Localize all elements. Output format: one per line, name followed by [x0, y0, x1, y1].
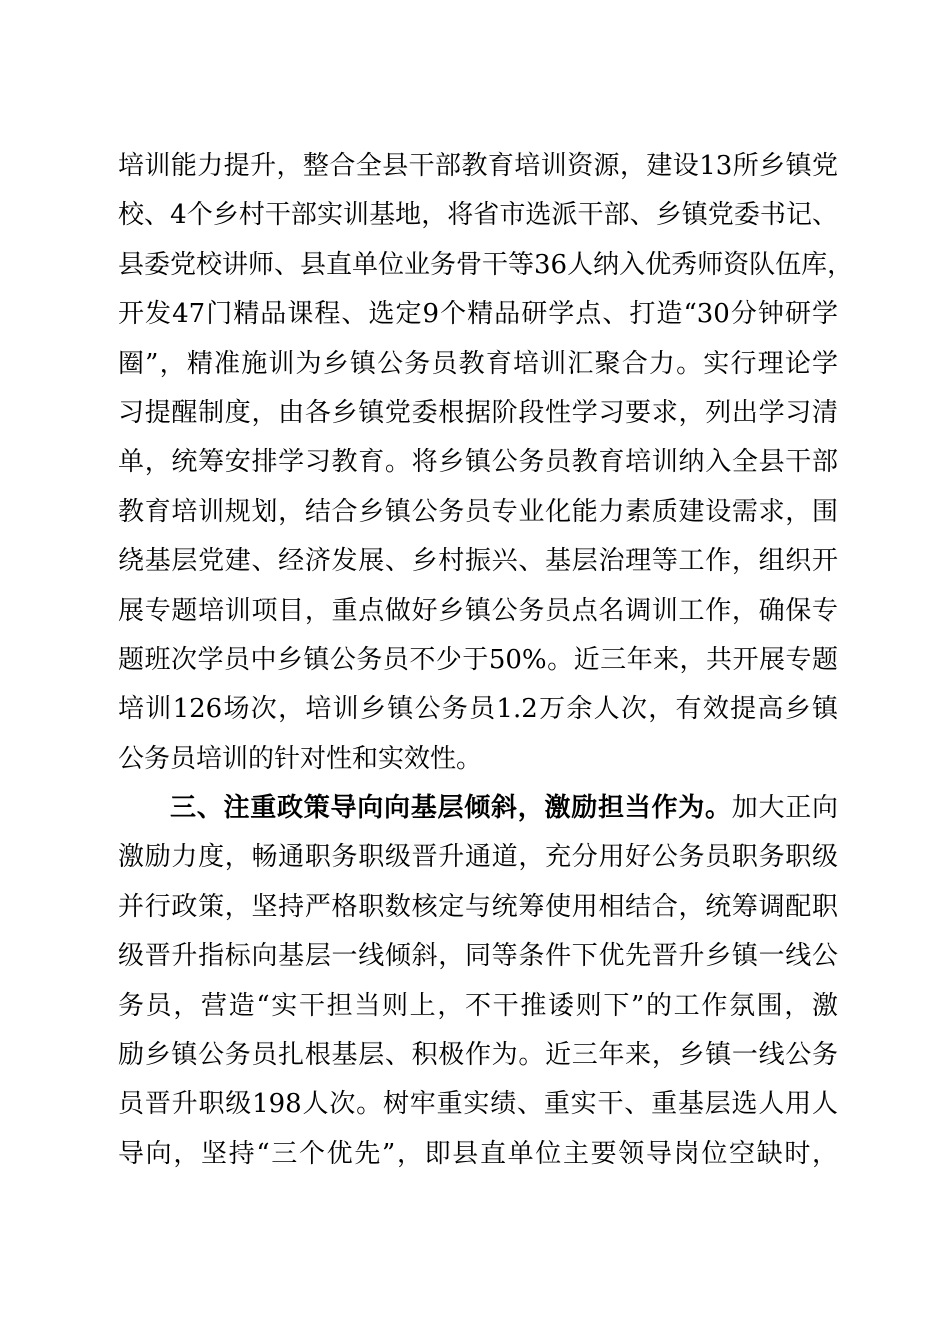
heading-continuation: 加大正向: [731, 793, 838, 824]
text-line: 校、4个乡村干部实训基地，将省市选派干部、乡镇党委书记、: [118, 200, 838, 231]
section-heading: 三、注重政策导向向基层倾斜，激励担当作为。: [170, 793, 732, 824]
paragraph-first-line: [118, 784, 838, 833]
text-line: 绕基层党建、经济发展、乡村振兴、基层治理等工作，组织开: [118, 546, 838, 577]
text-line: 县委党校讲师、县直单位业务骨干等36人纳入优秀师资队伍库，: [118, 249, 854, 280]
text-line: 圈”，精准施训为乡镇公务员教育培训汇聚合力。实行理论学: [118, 348, 838, 379]
body-text: [118, 142, 854, 1179]
text-line: 级晋升指标向基层一线倾斜，同等条件下优先晋升乡镇一线公: [118, 941, 838, 972]
text-line: 公务员培训的针对性和实效性。: [118, 743, 483, 774]
text-line: 励乡镇公务员扎根基层、积极作为。近三年来，乡镇一线公务: [118, 1040, 838, 1071]
text-line: 题班次学员中乡镇公务员不少于50%。近三年来，共开展专题: [118, 644, 838, 675]
text-line: 开发47门精品课程、选定9个精品研学点、打造“30分钟研学: [118, 299, 838, 330]
text-line: 培训能力提升，整合全县干部教育培训资源，建设13所乡镇党: [118, 151, 838, 181]
text-line: 单，统筹安排学习教育。将乡镇公务员教育培训纳入全县干部: [118, 447, 838, 478]
text-line: 习提醒制度，由各乡镇党委根据阶段性学习要求，列出学习清: [118, 397, 838, 428]
text-line: 员晋升职级198人次。树牢重实绩、重实干、重基层选人用人: [118, 1089, 838, 1120]
text-line: 教育培训规划，结合乡镇公务员专业化能力素质建设需求，围: [118, 496, 838, 527]
text-line: 激励力度，畅通职务职级晋升通道，充分用好公务员职务职级: [118, 842, 838, 873]
text-line: 导向，坚持“三个优先”，即县直单位主要领导岗位空缺时，: [118, 1138, 838, 1169]
paragraph-training: [118, 142, 854, 784]
text-line: 培训126场次，培训乡镇公务员1.2万余人次，有效提高乡镇: [118, 694, 838, 725]
paragraph-policy: [118, 784, 838, 1179]
text-line: 并行政策，坚持严格职数核定与统筹使用相结合，统筹调配职: [118, 891, 838, 922]
text-line: 展专题培训项目，重点做好乡镇公务员点名调训工作，确保专: [118, 595, 838, 626]
text-line: 务员，营造“实干担当则上，不干推诿则下”的工作氛围，激: [118, 990, 838, 1021]
